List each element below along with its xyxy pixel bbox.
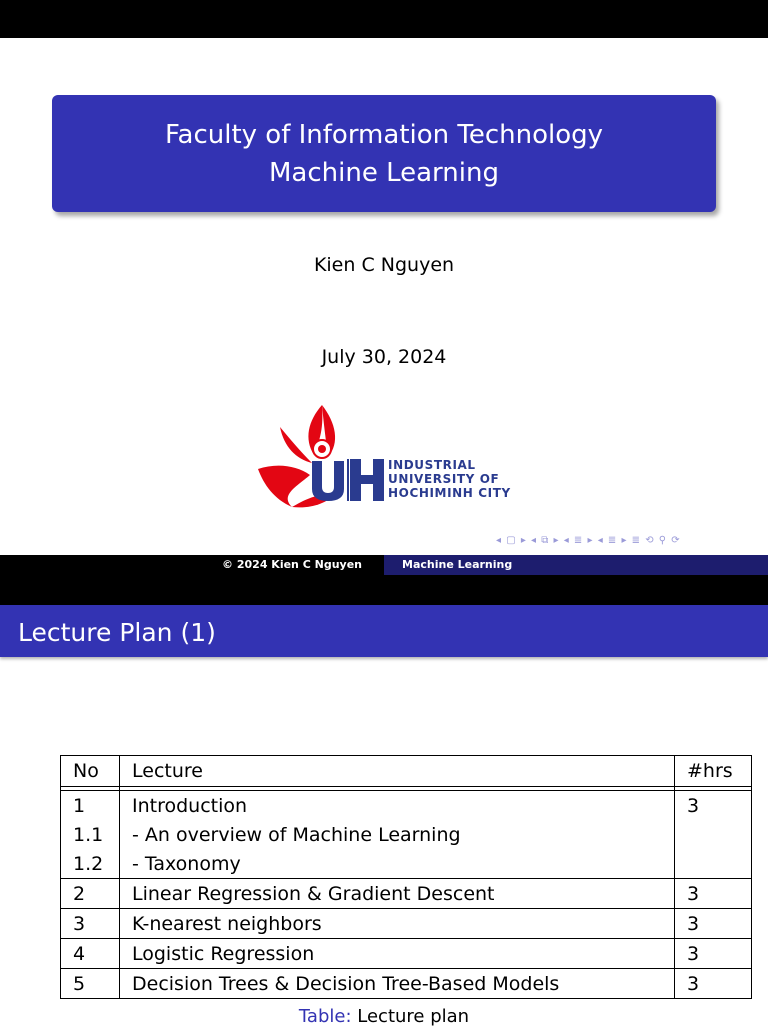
table-row: 1.1 - An overview of Machine Learning bbox=[61, 820, 752, 849]
lecture-plan-table bbox=[60, 755, 752, 999]
iuh-logo-icon bbox=[256, 403, 516, 515]
title-faculty: Faculty of Information Technology bbox=[164, 119, 604, 150]
footer-title-section bbox=[384, 555, 768, 575]
university-logo bbox=[256, 403, 516, 515]
table-row: 3 K-nearest neighbors 3 bbox=[61, 909, 752, 939]
footer-copyright: © 2024 Kien C Nguyen bbox=[222, 558, 362, 571]
caption-label: Table: bbox=[298, 1006, 352, 1027]
header-lecture: Lecture bbox=[120, 756, 675, 787]
table-row: 1.2 - Taxonomy bbox=[61, 849, 752, 879]
table-row: 4 Logistic Regression 3 bbox=[61, 939, 752, 969]
title-box bbox=[52, 95, 716, 212]
title-slide bbox=[0, 38, 768, 555]
logo-text-line3: HOCHIMINH CITY bbox=[388, 486, 511, 500]
beamer-navigation-icons[interactable]: ◂ ▢ ▸ ◂ ⧉ ▸ ◂ ≣ ▸ ◂ ≣ ▸ ≣ ⟲ ⚲ ⟳ bbox=[496, 535, 681, 546]
table-header-row bbox=[61, 756, 752, 787]
presentation-date: July 30, 2024 bbox=[321, 346, 447, 368]
author-name: Kien C Nguyen bbox=[313, 254, 455, 276]
caption-text: Lecture plan bbox=[357, 1006, 470, 1027]
footer-course-title: Machine Learning bbox=[402, 558, 513, 571]
title-course: Machine Learning bbox=[269, 157, 499, 188]
header-hrs: #hrs bbox=[675, 756, 752, 787]
table-row: 5 Decision Trees & Decision Tree-Based Models 3 bbox=[61, 969, 752, 999]
header-no: No bbox=[61, 756, 120, 787]
table-row: 1 Introduction 3 bbox=[61, 791, 752, 821]
logo-text-line1: INDUSTRIAL bbox=[388, 458, 476, 472]
footer-author-section bbox=[0, 555, 384, 575]
table-row: 2 Linear Regression & Gradient Descent 3 bbox=[61, 879, 752, 909]
top-black-bar bbox=[0, 0, 768, 38]
frame-title: Lecture Plan (1) bbox=[18, 618, 216, 647]
slide-gap bbox=[0, 575, 768, 605]
logo-text-line2: UNIVERSITY OF bbox=[388, 472, 500, 486]
frame-title-bar bbox=[0, 605, 768, 657]
slide-footer bbox=[0, 555, 768, 575]
